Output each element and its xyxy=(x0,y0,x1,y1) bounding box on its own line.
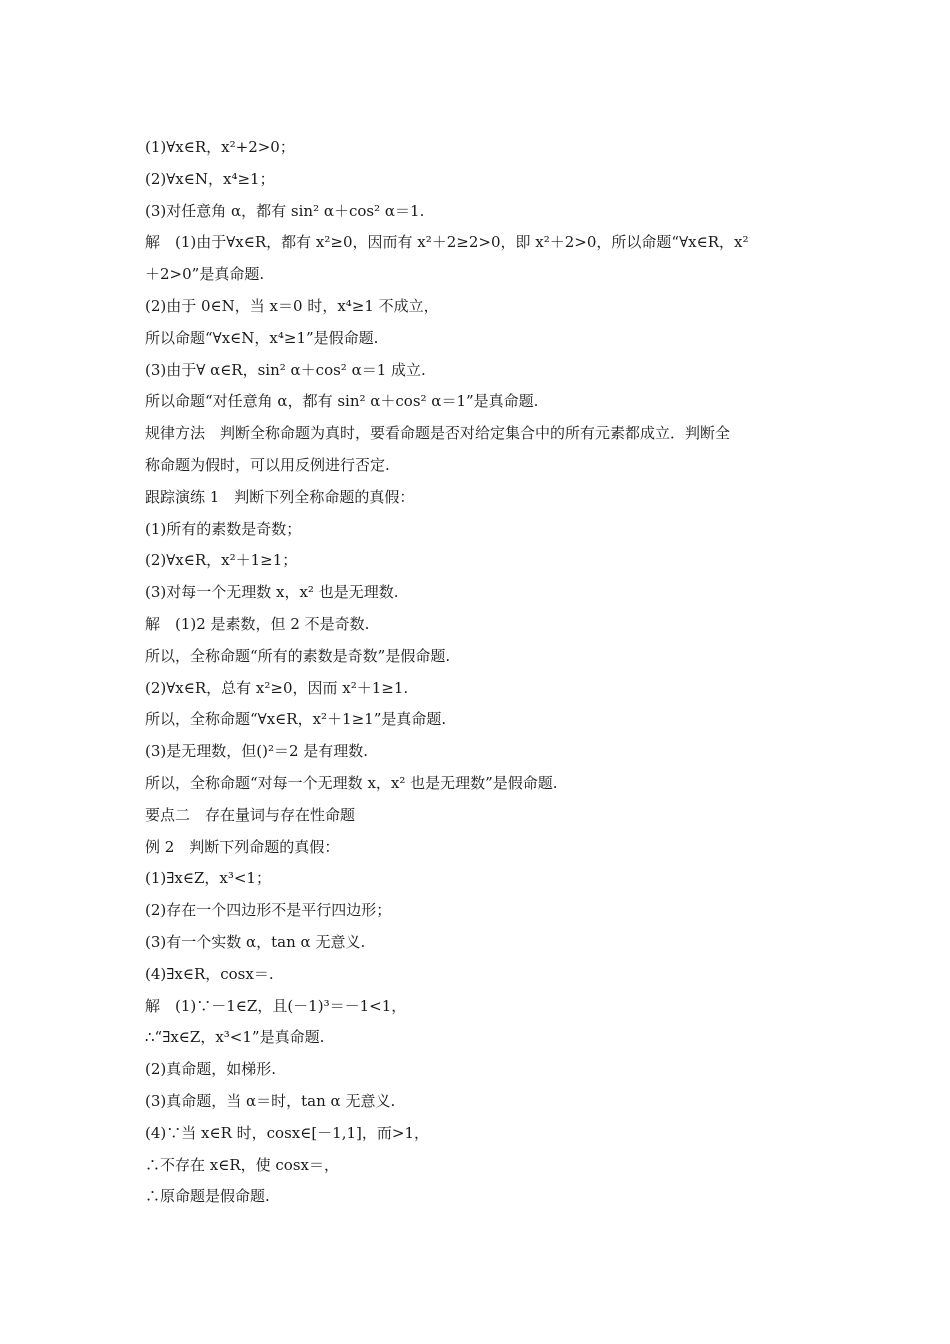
text-line: (2)∀x∈R，x²＋1≥1； xyxy=(145,551,298,570)
text-line: 跟踪演练 1 判断下列全称命题的真假： xyxy=(145,487,415,506)
text-line: 所以，全称命题“对每一个无理数 x，x² 也是无理数”是假命题. xyxy=(145,773,558,792)
text-line: (4)∃x∈R，cosx＝. xyxy=(145,964,274,983)
text-line: (3)是无理数，但()²＝2 是有理数. xyxy=(145,742,369,761)
text-line: (3)对任意角 α，都有 sin² α＋cos² α＝1. xyxy=(145,201,425,220)
text-line: (4)∵当 x∈R 时，cosx∈[－1,1]，而>1， xyxy=(145,1123,430,1142)
text-line: 例 2 判断下列命题的真假： xyxy=(145,837,340,856)
text-line: (2)∀x∈N，x⁴≥1； xyxy=(145,169,275,188)
text-line: ＋2>0”是真命题. xyxy=(145,265,265,284)
text-line: 解 (1)∵－1∈Z，且(－1)³＝－1<1， xyxy=(145,996,407,1015)
text-line: (2)由于 0∈N，当 x＝0 时，x⁴≥1 不成立， xyxy=(145,296,439,315)
text-line: (1)∃x∈Z，x³<1； xyxy=(145,869,271,888)
text-line: (2)∀x∈R，总有 x²≥0，因而 x²＋1≥1. xyxy=(145,678,409,697)
text-line: 要点二 存在量词与存在性命题 xyxy=(145,805,356,824)
text-line: (2)真命题，如梯形. xyxy=(145,1060,277,1079)
text-line: 所以，全称命题“所有的素数是奇数”是假命题. xyxy=(145,646,451,665)
text-line: ∴原命题是假命题. xyxy=(145,1187,270,1206)
text-line: (3)由于∀ α∈R，sin² α＋cos² α＝1 成立. xyxy=(145,360,426,379)
text-line: ∴不存在 x∈R，使 cosx＝， xyxy=(145,1155,339,1174)
text-line: (2)存在一个四边形不是平行四边形； xyxy=(145,901,392,920)
text-line: (3)真命题，当 α＝时，tan α 无意义. xyxy=(145,1091,396,1110)
text-line: (3)对每一个无理数 x，x² 也是无理数. xyxy=(145,583,399,602)
text-line: 解 (1)2 是素数，但 2 不是奇数. xyxy=(145,614,370,633)
text-line: 解 (1)由于∀x∈R，都有 x²≥0，因而有 x²＋2≥2>0，即 x²＋2>0，所以命题“∀x∈R，x² xyxy=(145,233,749,252)
text-line: (3)有一个实数 α，tan α 无意义. xyxy=(145,932,366,951)
text-line: 规律方法 判断全称命题为真时，要看命题是否对给定集合中的所有元素都成立．判断全 xyxy=(145,424,731,443)
text-line: (1)∀x∈R，x²+2>0； xyxy=(145,138,295,156)
document-body xyxy=(145,132,810,1213)
text-line: 称命题为假时，可以用反例进行否定. xyxy=(145,455,390,474)
text-line: 所以命题“对任意角 α，都有 sin² α＋cos² α＝1”是真命题. xyxy=(145,392,539,411)
text-line: (1)所有的素数是奇数； xyxy=(145,519,302,538)
text-line: 所以，全称命题“∀x∈R，x²＋1≥1”是真命题. xyxy=(145,710,447,729)
text-line: 所以命题“∀x∈N，x⁴≥1”是假命题. xyxy=(145,328,379,347)
text-line: ∴“∃x∈Z，x³<1”是真命题. xyxy=(145,1028,325,1047)
